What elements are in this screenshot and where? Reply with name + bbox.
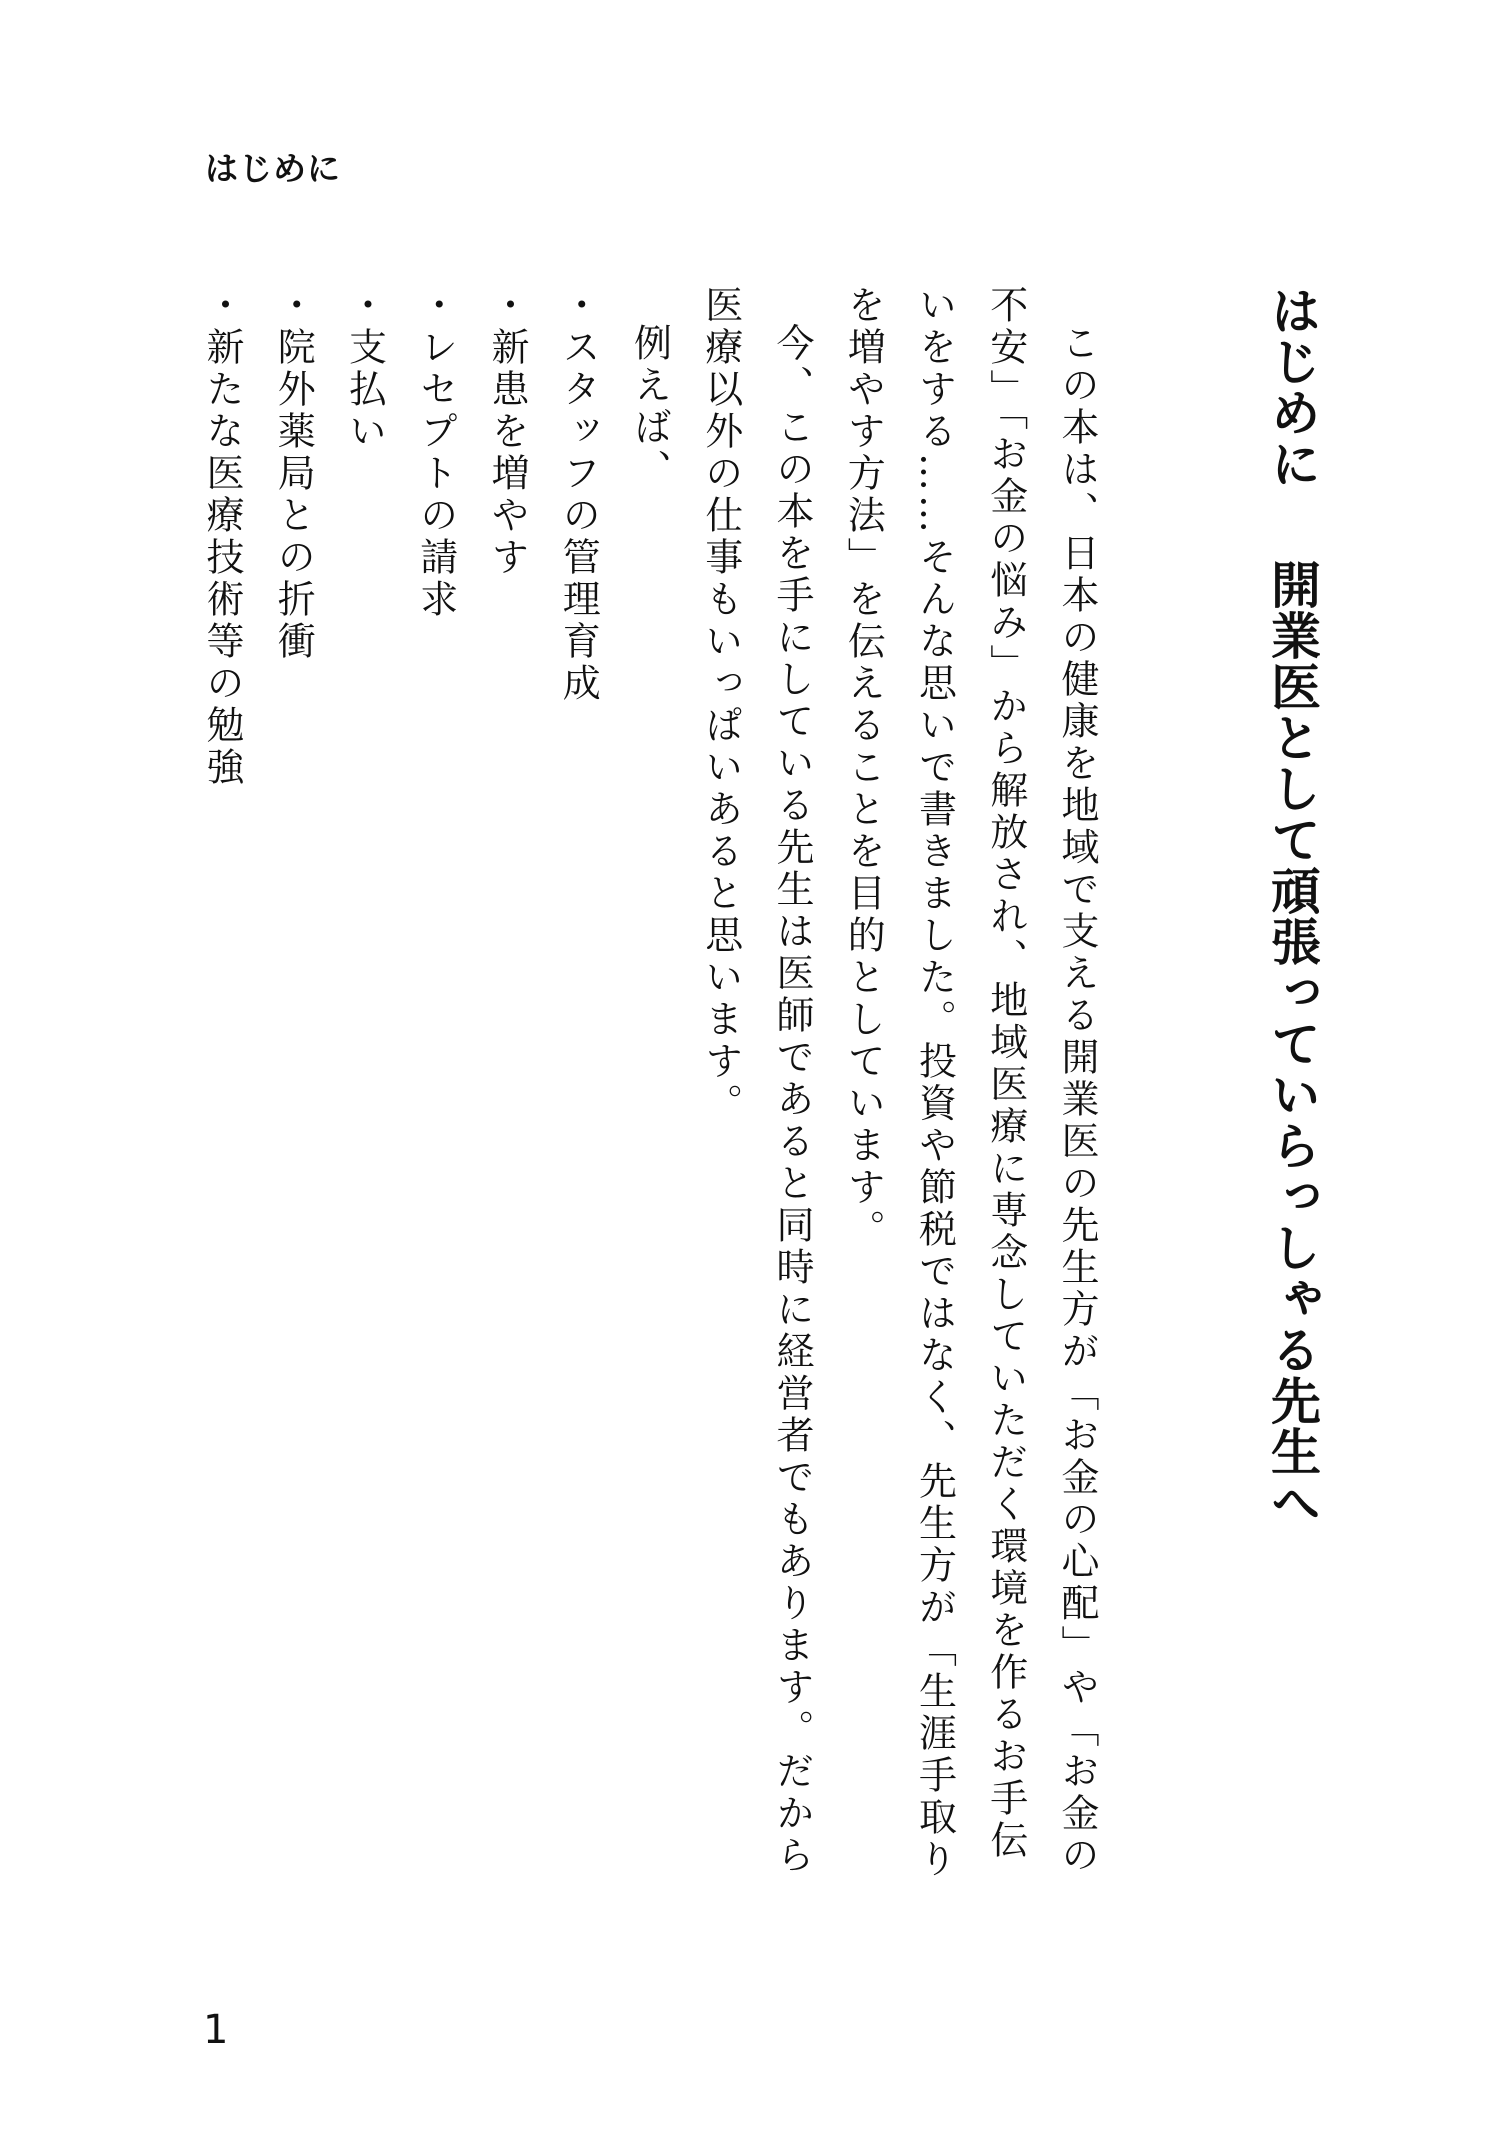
- paragraph-examples: 例えば、: [627, 323, 672, 491]
- chapter-title: [1262, 285, 1322, 1528]
- list-item: ・ 院外薬局との折衝: [257, 285, 328, 1885]
- list-item: ・ 新たな医療技術等の勉強: [186, 285, 257, 1885]
- body-text: [186, 285, 1112, 1885]
- chapter-heading: 開業医として頑張っていらっしゃる先生へ: [1263, 559, 1321, 1528]
- paragraph-intro: この本は、日本の健康を地域で支える開業医の先生方が「お金の心配」や「お金の不安」「お金の悩み」から解放され、地域医療に専念していただく環境を作るお手伝いをする……そんな思いで書きました。投資や節税ではなく、先生方が「生涯手取りを増やす方法」を伝えることを目的としています。: [841, 285, 1099, 1881]
- page-number: 1: [203, 2007, 229, 2053]
- running-head: はじめに: [205, 149, 341, 188]
- list-item: ・ 支払い: [328, 285, 399, 1885]
- list-item: ・ スタッフの管理育成: [542, 285, 613, 1885]
- paragraph-manager: 今、この本を手にしている先生は医師であると同時に経営者でもあります。だから医療以外の仕事もいっぱいあると思います。: [698, 285, 814, 1877]
- list-item: ・ 新患を増やす: [471, 285, 542, 1885]
- chapter-label: はじめに: [1263, 285, 1321, 489]
- task-list: [186, 285, 614, 1885]
- list-item: ・ レセプトの請求: [400, 285, 471, 1885]
